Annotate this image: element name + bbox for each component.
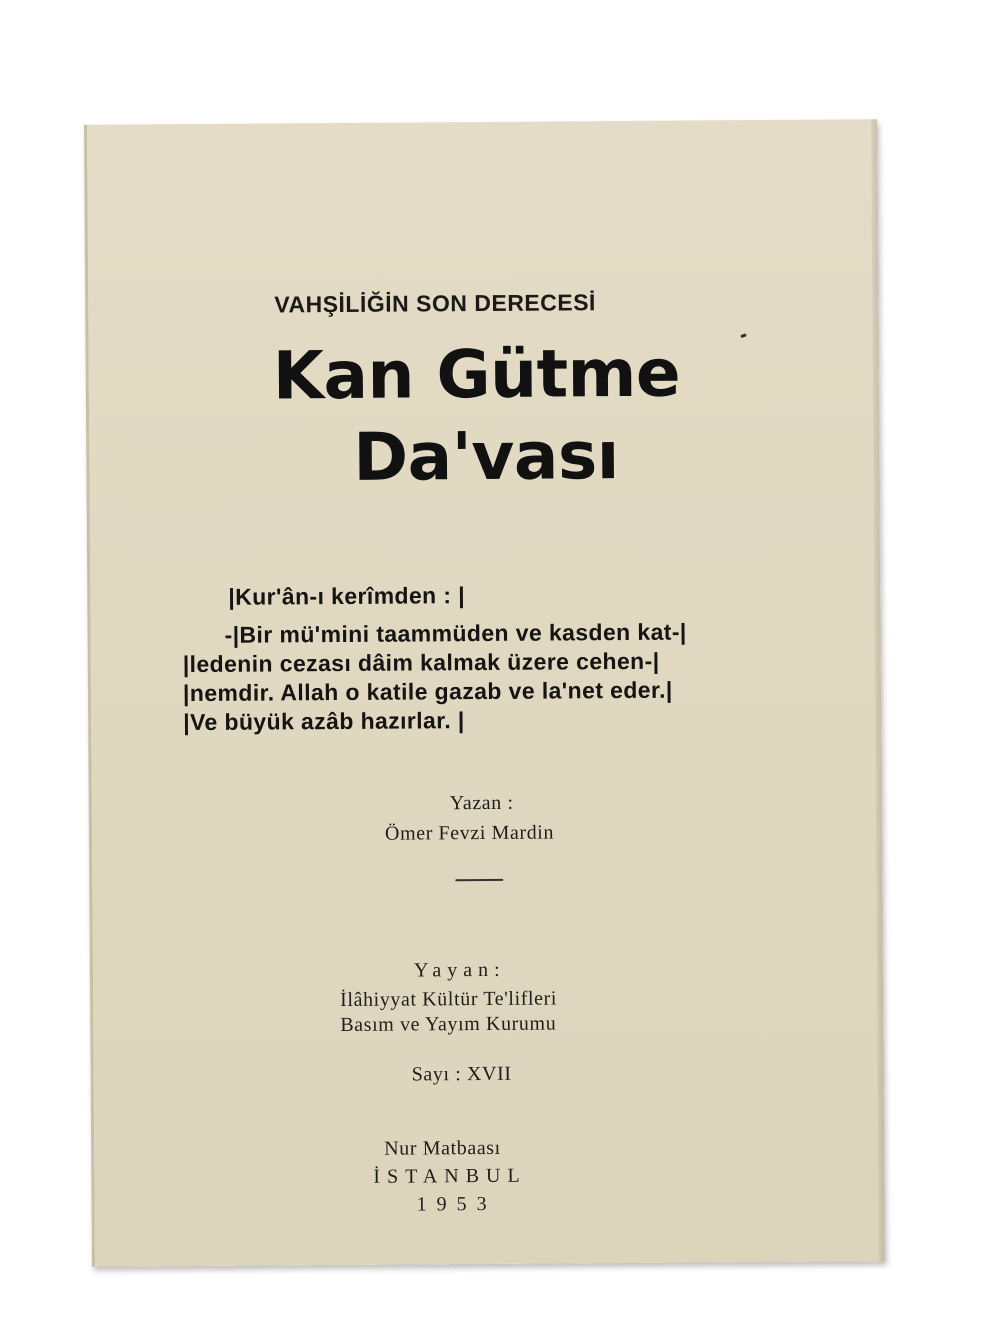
quote-line: |nemdir. Allah o katile gazab ve la'net eder.| [182,676,673,707]
cover-title-line1: Kan Gütme [272,334,681,415]
quote-line: -|Bir mü'mini taammüden ve kasden kat-| [224,618,687,648]
issue-number: Sayı : XVII [411,1062,512,1086]
author-label: Yazan : [449,791,514,815]
booklet-cover [84,119,885,1267]
publication-year: 1953 [416,1192,497,1216]
ink-speck [740,333,747,338]
divider-rule [455,879,503,881]
press-name: Nur Matbaası [384,1136,501,1160]
cover-subtitle: VAHŞİLİĞİN SON DERECESİ [274,289,596,318]
publisher-label: Yayan: [413,958,506,982]
quote-line: |ledenin cezası dâim kalmak üzere cehen-| [182,647,660,678]
quote-line: |Kur'ân-ı kerîmden : | [228,582,466,610]
author-name: Ömer Fevzi Mardin [384,821,555,845]
publisher-line1: İlâhiyyat Kültür Te'lifleri [340,987,558,1012]
publisher-line2: Basım ve Yayım Kurumu [340,1012,557,1037]
cover-title-line2: Da'vası [353,417,620,496]
city-name: İSTANBUL [373,1164,527,1188]
quote-line: |Ve büyük azâb hazırlar. | [183,707,465,736]
